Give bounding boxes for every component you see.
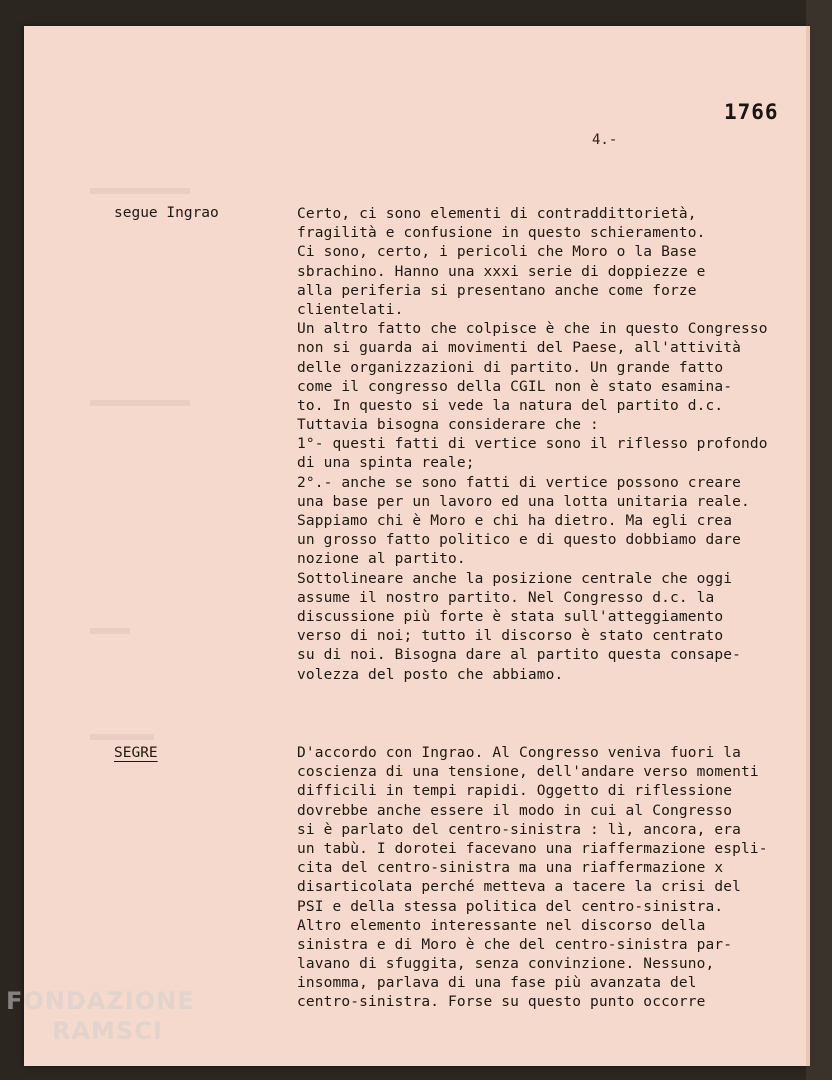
text-line: si è parlato del centro-sinistra : lì, ancora, era	[297, 821, 741, 838]
watermark-line: RAMSCI	[52, 1017, 163, 1045]
fondazione-gramsci-watermark	[6, 986, 195, 1046]
text-line: fragilità e confusione in questo schieramento.	[297, 225, 706, 242]
text-line: PSI e della stessa politica del centro-sinistra.	[297, 898, 724, 915]
bleed-through-lines	[90, 726, 154, 747]
text-line: disarticolata perché metteva a tacere la crisi del	[297, 879, 741, 896]
text-line: difficili in tempi rapidi. Oggetto di riflessione	[297, 783, 733, 800]
text-line: come il congresso della CGIL non è stato esamina-	[297, 378, 733, 395]
text-line: su di noi. Bisogna dare al partito questa consape-	[297, 647, 741, 664]
text-line: centro-sinistra. Forse su questo punto occorre	[297, 994, 706, 1011]
text-line: delle organizzazioni di partito. Un grande fatto	[297, 359, 724, 376]
bleed-through-lines	[90, 392, 190, 413]
speech-text-block	[297, 744, 807, 1013]
text-line: Sottolineare anche la posizione centrale che oggi	[297, 570, 733, 587]
speaker-label: segue Ingrao	[114, 205, 219, 221]
text-line: lavano di sfuggita, senza convinzione. Nessuno,	[297, 956, 715, 973]
text-line: non si guarda ai movimenti del Paese, all'attività	[297, 340, 741, 357]
text-line: Tuttavia bisogna considerare che :	[297, 417, 599, 434]
text-line: clientelati.	[297, 301, 404, 318]
text-line: insomma, parlava di una fase più avanzata del	[297, 975, 697, 992]
text-line: alla periferia si presentano anche come forze	[297, 282, 697, 299]
text-line: sinistra e di Moro è che del centro-sinistra par-	[297, 936, 733, 953]
text-line: nozione al partito.	[297, 551, 466, 568]
watermark-line: FONDAZIONE	[6, 987, 195, 1015]
text-line: discussione più forte è stata sull'atteggiamento	[297, 608, 724, 625]
text-line: Ci sono, certo, i pericoli che Moro o la Base	[297, 244, 697, 261]
section-number: 4.-	[592, 132, 618, 148]
text-line: Sappiamo chi è Moro e chi ha dietro. Ma egli crea	[297, 513, 733, 529]
text-line: una base per un lavoro ed una lotta unitaria reale.	[297, 493, 750, 510]
text-line: Certo, ci sono elementi di contraddittorietà,	[297, 206, 697, 222]
text-line: un grosso fatto politico e di questo dobbiamo dare	[297, 532, 741, 549]
text-line: assume il nostro partito. Nel Congresso d.c. la	[297, 589, 715, 606]
text-line: to. In questo si vede la natura del partito d.c.	[297, 397, 724, 414]
archive-page-number: 1766	[724, 100, 779, 124]
speech-text-block	[297, 205, 807, 685]
text-line: di una spinta reale;	[297, 455, 475, 472]
text-line: un tabù. I dorotei facevano una riaffermazione espli-	[297, 840, 768, 857]
bleed-through-lines	[90, 180, 190, 201]
text-line: dovrebbe anche essere il modo in cui al Congresso	[297, 802, 733, 819]
text-line: D'accordo con Ingrao. Al Congresso veniva fuori la	[297, 745, 741, 761]
speaker-label: SEGRE	[114, 745, 158, 761]
text-line: 2°.- anche se sono fatti di vertice possono creare	[297, 474, 741, 491]
text-line: coscienza di una tensione, dell'andare verso momenti	[297, 764, 759, 781]
text-line: sbrachino. Hanno una xxxi serie di doppiezze e	[297, 263, 706, 280]
text-line: Altro elemento interessante nel discorso della	[297, 917, 706, 934]
text-line: verso di noi; tutto il discorso è stato centrato	[297, 628, 724, 645]
text-line: cita del centro-sinistra ma una riaffermazione x	[297, 860, 724, 877]
text-line: 1°- questi fatti di vertice sono il riflesso profondo	[297, 436, 768, 453]
text-line: Un altro fatto che colpisce è che in questo Congresso	[297, 321, 768, 338]
bleed-through-lines	[90, 620, 130, 641]
text-line: volezza del posto che abbiamo.	[297, 666, 564, 683]
